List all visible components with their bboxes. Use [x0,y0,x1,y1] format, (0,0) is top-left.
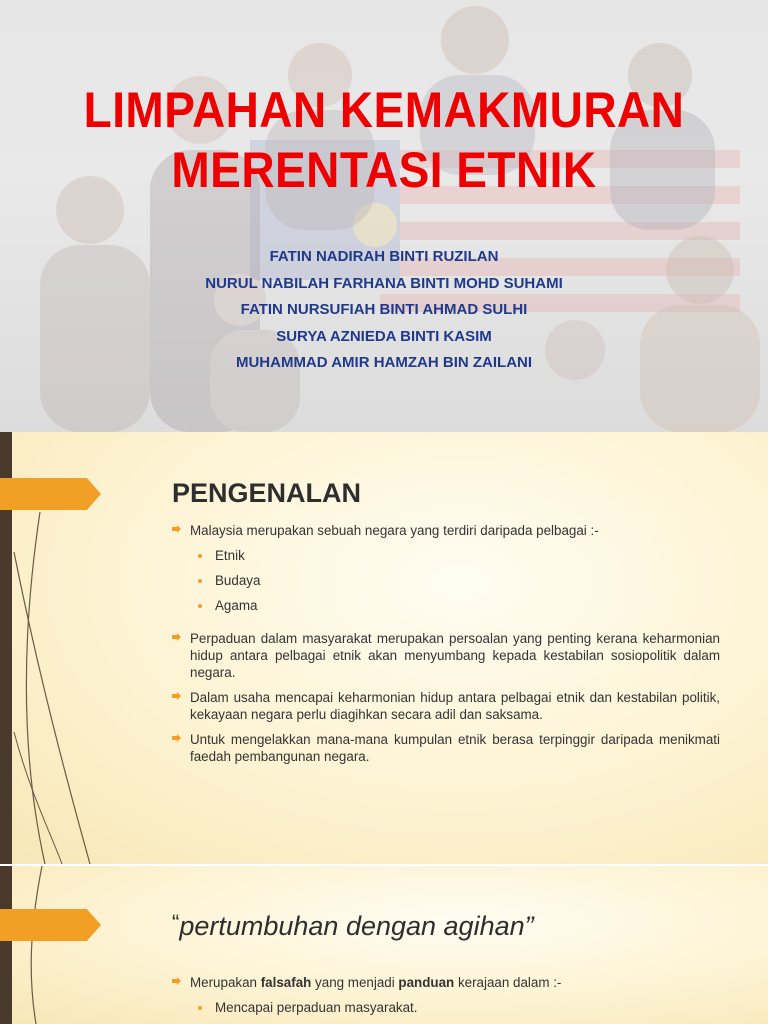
sub-item-text: Etnik [215,548,245,563]
bullet-text: Dalam usaha mencapai keharmonian hidup antara pelbagai etnik dan kestabilan politik, kekayaan negara perlu diagihkan secara adil dan saksama. [190,690,720,722]
list-item [172,731,720,765]
sub-item-text: Agama [215,598,258,613]
list-item [172,689,720,723]
title-line-2: MERENTASI ETNIK [171,142,597,198]
presentation-title [31,80,738,200]
sub-list [198,999,720,1024]
arrow-bullet-icon [172,734,181,742]
bullet-list [172,974,720,1024]
bullet-text-part: kerajaan dalam :- [454,975,562,990]
sidebar-stripe [0,866,12,1024]
bullet-text: Untuk mengelakkan mana-mana kumpulan etnik berasa terpinggir daripada menikmati faedah pembangunan negara. [190,732,720,764]
bullet-list [172,522,720,773]
author-name: NURUL NABILAH FARHANA BINTI MOHD SUHAMI [205,274,563,292]
sub-list-item [198,547,720,572]
list-item [172,630,720,681]
arrow-bullet-icon [172,633,181,641]
author-name: FATIN NURSUFIAH BINTI AHMAD SULHI [240,301,528,318]
title-line-1: LIMPAHAN KEMAKMURAN [83,82,685,138]
quote-heading [172,910,534,942]
dot-bullet-icon [198,554,202,558]
bullet-text-part: yang menjadi [311,975,399,990]
arrow-bullet-icon [172,525,181,533]
bullet-text: Malaysia merupakan sebuah negara yang terdiri daripada pelbagai :- [190,523,599,538]
author-name: SURYA AZNIEDA BINTI KASIM [276,327,492,345]
quote-slide [0,866,768,1024]
sub-list [198,547,720,622]
open-quote-mark: “ [172,910,180,935]
arrow-bullet-icon [172,692,181,700]
sub-item-text: Budaya [215,573,261,588]
dot-bullet-icon [198,604,202,608]
author-name: FATIN NADIRAH BINTI RUZILAN [269,248,499,265]
author-name: MUHAMMAD AMIR HAMZAH BIN ZAILANI [235,354,533,371]
dot-bullet-icon [198,579,202,583]
slide-heading: PENGENALAN [172,478,362,508]
sub-list-item [198,999,720,1024]
title-slide [0,0,768,432]
sub-list-item [198,572,720,597]
dot-bullet-icon [198,1006,202,1010]
intro-slide [0,432,768,864]
quote-text: pertumbuhan dengan agihan [179,911,525,941]
close-quote-mark: ” [524,911,534,941]
list-item [172,522,720,539]
accent-arrow-tab [0,909,101,941]
sub-list-item [198,597,720,622]
author-list [0,244,768,377]
bullet-text: Perpaduan dalam masyarakat merupakan persoalan yang penting kerana keharmonian hidup antara pelbagai etnik akan menyumbang kepada kestabilan sosiopolitik dalam negara. [190,631,720,680]
bullet-text-part: Merupakan [190,975,261,990]
list-item [172,974,720,991]
sub-item-text: Mencapai perpaduan masyarakat. [215,1000,418,1015]
accent-arrow-tab [0,478,101,510]
decorative-lines [0,866,110,1024]
arrow-bullet-icon [172,977,181,985]
bold-term-falsafah: falsafah [260,975,312,990]
bold-term-panduan: panduan [398,975,455,990]
